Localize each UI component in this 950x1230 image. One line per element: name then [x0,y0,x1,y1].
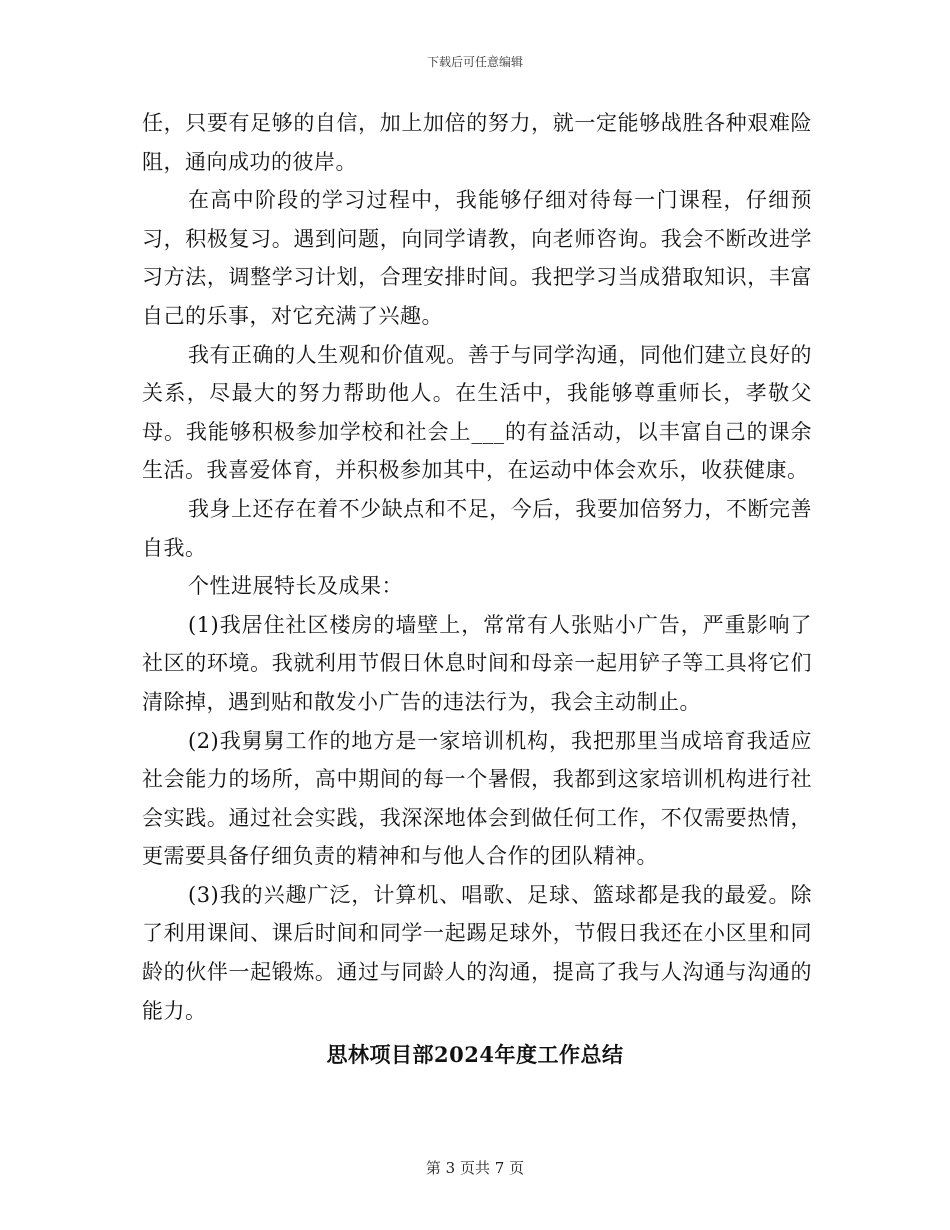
page-footer: 第 3 页共 7 页 [425,1159,525,1177]
document-body [142,104,812,1030]
paragraph-item-3: (3)我的兴趣广泛，计算机、唱歌、足球、篮球都是我的最爱。除了利用课间、课后时间和同学一起踢足球外，节假日我还在小区里和同龄的伙伴一起锻炼。通过与同龄人的沟通，提高了我与人沟通与沟通的能力。 [142,882,812,1023]
paragraph-values: 我有正确的人生观和价值观。善于与同学沟通，同他们建立良好的关系，尽最大的努力帮助他人。在生活中，我能够尊重师长，孝敬父母。我能够积极参加学校和社会上___的有益活动，以丰富自己的课余生活。我喜爱体育，并积极参加其中，在运动中体会欢乐，收获健康。 [142,342,812,483]
paragraph-item-2: (2)我舅舅工作的地方是一家培训机构，我把那里当成培育我适应社会能力的场所，高中期间的每一个暑假，我都到这家培训机构进行社会实践。通过社会实践，我深深地体会到做任何工作，不仅需要热情，更需要具备仔细负责的精神和与他人合作的团队精神。 [142,728,812,869]
paragraph-continuation: 任，只要有足够的自信，加上加倍的努力，就一定能够战胜各种艰难险阻，通向成功的彼岸。 [142,111,812,174]
paragraph-item-1: (1)我居住社区楼房的墙壁上，常常有人张贴小广告，严重影响了社区的环境。我就利用节假日休息时间和母亲一起用铲子等工具将它们清除掉，遇到贴和散发小广告的违法行为，我会主动制止。 [142,612,812,714]
paragraph-study: 在高中阶段的学习过程中，我能够仔细对待每一门课程，仔细预习，积极复习。遇到问题，向同学请教，向老师咨询。我会不断改进学习方法，调整学习计划，合理安排时间。我把学习当成猎取知识，丰富自己的乐事，对它充满了兴趣。 [142,188,812,328]
paragraph-achievements-heading: 个性进展特长及成果： [188,574,403,599]
page-header: 下载后可任意编辑 [426,55,523,69]
section-title: 思林项目部2024年度工作总结 [326,1042,624,1067]
paragraph-shortcomings: 我身上还存在着不少缺点和不足，今后，我要加倍努力，不断完善自我。 [142,496,812,560]
